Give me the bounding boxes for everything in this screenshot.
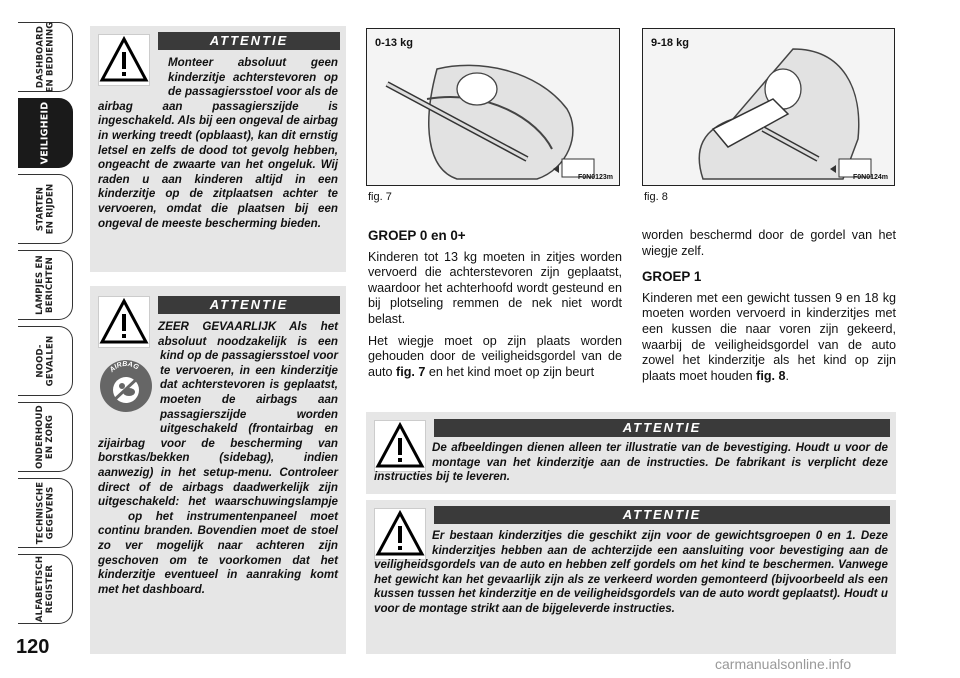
body-column-1: [368, 228, 622, 386]
figure-reference[interactable]: fig. 8: [756, 368, 786, 383]
figure-8-label: fig. 8: [644, 191, 668, 203]
paragraph: Kinderen tot 13 kg moeten in zitjes worden vervoerd die achterstevoren zijn geplaatst, waardoor het achterhoofd wordt gesteund en bij plotseling remmen de nek niet wordt belast.: [368, 249, 622, 326]
warning-heading: ATTENTIE: [434, 506, 890, 524]
child-seat-illustration: [643, 29, 895, 186]
warning-heading: ATTENTIE: [158, 296, 340, 314]
tab-register[interactable]: ALFABETISCH REGISTER: [18, 554, 73, 624]
warning-box-1: [90, 26, 346, 272]
warning-3-text: De afbeeldingen dienen alleen ter illustratie van de bevestiging. Houdt u voor de montage van het kinderzitje aan de instructies. De fabrikant is verplicht deze instructies bij te leveren.: [374, 441, 888, 484]
page-number: 120: [16, 636, 50, 658]
figure-8-weight: 9-18 kg: [651, 37, 689, 49]
airbag-warning-lamp-icon: ✔⃥: [98, 510, 115, 523]
warning-4-text: Er bestaan kinderzitjes die geschikt zijn voor de gewichtsgroepen 0 en 1. Deze kinderzitjes hebben aan de achterzijde een aansluiting voor bevestiging aan de veiligheidsgordels van de auto en hebben zelf gordels om het kind te beschermen. Vanwege het gewicht kan het gevaarlijk zijn als ze verkeerd worden gemonteerd (bijvoorbeeld als een kussen tussen het kinderzitje en de veiligheidsgordels van de auto wordt geplaatst). Houdt u voor de montage strikt aan de bijgeleverde instructies.: [374, 529, 888, 615]
tab-lampjes[interactable]: LAMPJES EN BERICHTEN: [18, 250, 73, 320]
tab-onderhoud[interactable]: ONDERHOUD EN ZORG: [18, 402, 73, 472]
warning-1-text: Monteer absoluut geen kinderzitje achterstevoren op de passagiersstoel voor als de airbag aan passagierszijde is ingeschakeld. Als bij een ongeval de airbag in werking treedt (opblaast), kan dit ernstig letsel en zelfs de dood tot gevolg hebben, ongeacht de zwaarte van het ongeluk. Wij raden u aan kinderen altijd in een kinderzitje op de zitplaatsen achter te vervoeren, omdat die plaatsen bij een ongeval de meeste bescherming bieden.: [98, 56, 338, 230]
warning-box-2: [90, 286, 346, 654]
warning-2-text: AIRBAG ZEER GEVAARLIJK Als het absoluut noodzakelijk is een kind op de passagiersstoel voor te vervoeren, in een kinderzitje dat achterstevoren is geplaatst, moeten de airbags aan passagierszijde worden uitgeschakeld (frontairbag en zijairbag voor de bescherming van borstkas/bekken (sidebag), indien aanwezig) in het setup-menu. Controleer direct of de airbags daadwerkelijk zijn uitgeschakeld: het waarschuwingslampje ✔⃥ op het instrumentenpaneel moet continu branden. Bovendien moet de stoel zo ver mogelijk naar achteren zijn geschoven om te voorkomen dat het kinderzitje eventueel in aanraking komt met het dashboard.: [98, 320, 338, 596]
figure-reference[interactable]: fig. 7: [396, 364, 426, 379]
section-heading-groep-1: GROEP 1: [642, 269, 702, 285]
warning-box-3: [366, 412, 896, 494]
figure-7-weight: 0-13 kg: [375, 37, 413, 49]
figure-7-label: fig. 7: [368, 191, 392, 203]
figure-7-code: F0N0123m: [577, 174, 613, 181]
tab-technische[interactable]: TECHNISCHE GEGEVENS: [18, 478, 73, 548]
warning-box-4: [366, 500, 896, 654]
warning-heading: ATTENTIE: [434, 419, 890, 437]
paragraph: Kinderen met een gewicht tussen 9 en 18 kg moeten worden vervoerd in kinderzitjes met een kussen die naar voren zijn gekeerd, waarbij de veiligheidsgordel van de auto zowel het kinderzitje als het kind op zijn plaats moet houden fig. 8.: [642, 290, 896, 383]
tab-veiligheid[interactable]: VEILIGHEID: [18, 98, 73, 168]
watermark: carmanualsonline.info: [715, 656, 852, 672]
tab-dashboard[interactable]: DASHBOARD EN BEDIENING: [18, 22, 73, 92]
paragraph: Het wiegje moet op zijn plaats worden gehouden door de veiligheidsgordel van de auto fig. 7 en het kind moet op zijn beurt: [368, 333, 622, 379]
figure-8: [642, 28, 895, 186]
figure-7: [366, 28, 620, 186]
figure-8-code: F0N0124m: [852, 174, 888, 181]
tab-noodgevallen[interactable]: NOOD- GEVALLEN: [18, 326, 73, 396]
paragraph: worden beschermd door de gordel van het wiegje zelf.: [642, 228, 896, 258]
section-heading-groep-0: GROEP 0 en 0+: [368, 228, 466, 243]
body-column-2: [642, 228, 896, 390]
warning-heading: ATTENTIE: [158, 32, 340, 50]
airbag-off-symbol: [98, 358, 154, 428]
tab-starten[interactable]: STARTEN EN RIJDEN: [18, 174, 73, 244]
infant-carrier-illustration: [367, 29, 620, 186]
svg-text:AIRBAG: AIRBAG: [108, 360, 140, 374]
